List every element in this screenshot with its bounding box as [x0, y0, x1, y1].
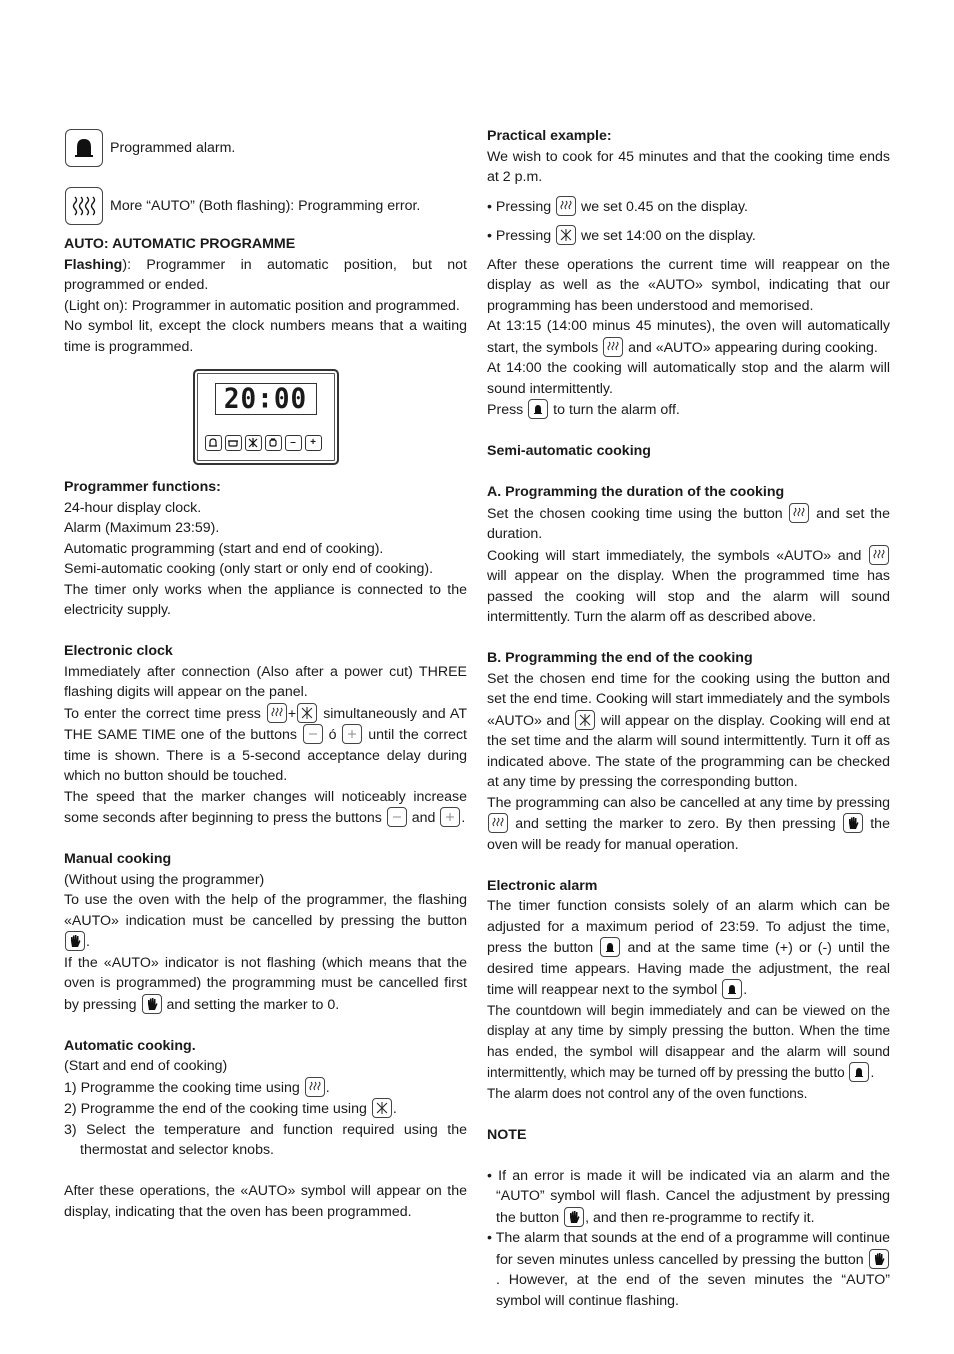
note-item	[487, 1228, 890, 1311]
error-legend-text: More “AUTO” (Both flashing): Programming error.	[110, 197, 421, 214]
auto-end-icon	[372, 1098, 392, 1118]
or-text: ó	[328, 727, 337, 743]
and-text: and	[411, 810, 436, 826]
clock-p2-text: until the correct time is shown. There is a 5-second acceptance delay during which no button should be touched.	[64, 727, 468, 784]
pot-steam-icon	[869, 545, 889, 565]
alarm-legend-text: Programmed alarm.	[110, 139, 236, 156]
step-num: 3)	[64, 1121, 77, 1138]
pressing-text: • Pressing	[487, 198, 552, 215]
bell-icon	[528, 399, 548, 419]
example-heading: Practical example:	[487, 128, 612, 144]
auto-cook-steps	[64, 1077, 467, 1161]
hand-icon	[869, 1249, 889, 1269]
panel-plus-button: +	[305, 435, 322, 451]
programmer-panel	[193, 369, 339, 465]
light-on-text: (Light on): Programmer in automatic position and programmed.	[64, 297, 460, 314]
auto-heading: AUTO: AUTOMATIC PROGRAMME	[64, 236, 296, 252]
clock-heading: Electronic clock	[64, 643, 173, 659]
function-item: Alarm (Maximum 23:59).	[64, 520, 220, 536]
period: .	[325, 1079, 330, 1096]
a-p2-text: will appear on the display. When the programmed time has passed the cooking will stop and the alarm will sound intermittently. Turn the alarm off as described above.	[487, 568, 890, 625]
clock-p3-text: The speed that the marker changes will noticeably increase some seconds after beginning to press the buttons	[64, 788, 467, 826]
step-text: Programme the end of the cooking time using	[80, 1101, 367, 1117]
step-text: Programme the cooking time using	[80, 1079, 300, 1096]
panel-minus-button: –	[285, 435, 302, 451]
after-operations-text: After these operations, the «AUTO» symbol will appear on the display, indicating that the oven has been programmed.	[64, 1183, 467, 1220]
bell-icon	[849, 1062, 869, 1082]
step-text: Select the temperature and function required using the thermostat and selector knobs.	[80, 1121, 467, 1158]
alarm-legend	[64, 126, 467, 170]
hand-icon	[564, 1207, 584, 1227]
step-item	[64, 1098, 467, 1120]
example-paragraph-5	[487, 399, 890, 421]
flashing-bold: Flashing	[64, 256, 123, 273]
minus-icon	[303, 724, 323, 744]
pressing-line-2	[487, 225, 890, 247]
plus-icon	[440, 807, 460, 827]
clock-paragraph-2	[64, 703, 467, 787]
period: .	[461, 810, 466, 826]
panel-display	[215, 383, 317, 415]
example-p5-text: Press	[487, 402, 524, 418]
right-column	[487, 126, 890, 1311]
pressing-line-1	[487, 196, 890, 218]
alarm-paragraph-2	[487, 1001, 890, 1084]
step-item	[64, 1120, 467, 1161]
pot-steam-icon	[603, 337, 623, 357]
bell-icon	[600, 937, 620, 957]
step-item	[64, 1077, 467, 1099]
function-item: Semi-automatic cooking (only start or only end of cooking).	[64, 561, 434, 577]
alarm-paragraph-1	[487, 896, 890, 1001]
manual-sub: (Without using the programmer)	[64, 871, 265, 888]
a-paragraph-1	[487, 503, 890, 545]
period: .	[743, 982, 748, 998]
clock-p2-text: To enter the correct time press	[64, 705, 261, 722]
period: .	[392, 1101, 397, 1117]
alarm-p2-text: The countdown will begin immediately and can be viewed on the display at any time by simply pressing the button. When the time has ended, the symbol will disappear and the alarm will sound intermittently, which may be turned off by pressing the butto	[487, 1002, 890, 1080]
pot-steam-icon	[789, 503, 809, 523]
pot-steam-icon	[305, 1077, 325, 1097]
b-heading: B. Programming the end of the cooking	[487, 650, 753, 666]
example-p3-text: and «AUTO» appearing during cooking.	[628, 339, 878, 356]
manual-heading: Manual cooking	[64, 851, 172, 867]
a-heading: A. Programming the duration of the cooking	[487, 484, 785, 500]
clock-p2-text: simultaneously and AT THE SAME TIME one of the buttons	[64, 705, 467, 743]
note-text: . However, at the end of the seven minutes the “AUTO” symbol will continue flashing.	[496, 1272, 890, 1309]
example-p5-text: to turn the alarm off.	[553, 402, 680, 418]
auto-end-icon	[297, 703, 317, 723]
function-item: 24-hour display clock.	[64, 499, 202, 516]
plus-sign: +	[287, 705, 297, 722]
period: .	[86, 934, 90, 950]
auto-cook-heading: Automatic cooking.	[64, 1037, 196, 1054]
step-num: 2)	[64, 1101, 77, 1117]
a-paragraph-2	[487, 545, 890, 628]
note-text: • If an error is made it will be indicated via an alarm and the “AUTO” symbol will flash. Cancel the adjustment by pressing the button	[487, 1167, 890, 1226]
left-column	[64, 126, 467, 1222]
pressing-text: • Pressing	[487, 228, 552, 244]
bell-icon	[722, 979, 742, 999]
example-p3-text: At 13:15 (14:00 minus 45 minutes), the oven will automatically start, the symbols	[487, 318, 890, 356]
plus-icon	[342, 724, 362, 744]
manual-paragraph-2	[64, 953, 467, 1016]
b-p2-text: the oven will be ready for manual operation.	[487, 816, 890, 853]
pot-steam-icon	[65, 187, 103, 225]
note-text: • The alarm that sounds at the end of a programme will continue for seven minutes unless cancelled by pressing the button	[487, 1230, 890, 1268]
panel-pot-hand-icon	[265, 435, 282, 451]
period: .	[870, 1065, 875, 1080]
alarm-p1-text: and at the same time (+) or (-) until the desired time appears. Having made the adjustment, the real time will reappear next to the symbol	[487, 940, 890, 998]
b-paragraph-2	[487, 793, 890, 856]
function-item: Automatic programming (start and end of cooking).	[64, 540, 384, 557]
example-paragraph-2: After these operations the current time will reappear on the display as well as the «AUTO» symbol, indicating that our programming has been understood and memorised.	[487, 256, 890, 314]
note-item	[487, 1166, 890, 1229]
panel-bell-icon	[205, 435, 222, 451]
auto-end-icon	[556, 225, 576, 245]
manual-paragraph-1	[64, 890, 467, 953]
auto-end-icon	[575, 710, 595, 730]
step-num: 1)	[64, 1079, 77, 1096]
clock-paragraph-1: Immediately after connection (Also after a power cut) THREE flashing digits will appear on the panel.	[64, 663, 467, 700]
a-p2-text: Cooking will start immediately, the symbols «AUTO» and	[487, 547, 862, 564]
note-list	[487, 1166, 890, 1312]
b-p1-text: will appear on the display. Cooking will end at the set time and the alarm will sound intermittently. Turn it off as indicated above. The state of the programming can be checked at any time by pressing the corresponding button.	[487, 712, 890, 790]
b-paragraph-1	[487, 669, 890, 793]
minus-icon	[387, 807, 407, 827]
manual-p2-text: If the «AUTO» indicator is not flashing (which means that the oven is programmed) the programming must be cancelled first by pressing	[64, 954, 467, 1013]
b-p1-text: Set the chosen end time for the cooking using the button and set the end time. Cooking will start immediately and the symbols «AUTO» and	[487, 670, 890, 729]
semi-heading: Semi-automatic cooking	[487, 443, 651, 459]
function-item: The timer only works when the appliance is connected to the electricity supply.	[64, 581, 467, 618]
auto-cook-sub: (Start and end of cooking)	[64, 1058, 228, 1074]
alarm-p1-text: The timer function consists solely of an alarm which can be adjusted for a maximum period of 23:59. To adjust the time, press the button	[487, 898, 890, 956]
panel-buttons	[205, 435, 322, 451]
flashing-paragraph	[64, 255, 467, 296]
panel-pot-icon	[225, 435, 242, 451]
example-paragraph-3	[487, 316, 890, 358]
no-symbol-text: No symbol lit, except the clock numbers means that a waiting time is programmed.	[64, 318, 467, 355]
error-legend	[64, 184, 467, 228]
panel-display-digits: 20:00	[223, 382, 308, 415]
pot-steam-icon	[488, 813, 508, 833]
alarm-paragraph-3: The alarm does not control any of the oven functions.	[487, 1085, 808, 1101]
flashing-text: ): Programmer in automatic position, but not programmed or ended.	[64, 256, 467, 293]
example-paragraph-1: We wish to cook for 45 minutes and that the cooking time ends at 2 p.m.	[487, 148, 890, 185]
functions-heading: Programmer functions:	[64, 479, 221, 495]
pressing-text: we set 0.45 on the display.	[581, 198, 748, 215]
b-p2-text: and setting the marker to zero. By then pressing	[515, 816, 836, 832]
clock-paragraph-3	[64, 787, 467, 829]
bell-icon	[65, 129, 103, 167]
alarm-heading: Electronic alarm	[487, 877, 598, 894]
manual-p2-text: and setting the marker to 0.	[166, 996, 340, 1013]
hand-icon	[142, 994, 162, 1014]
note-heading: NOTE	[487, 1126, 527, 1143]
a-p1-text: and set the duration.	[487, 505, 890, 542]
panel-auto-end-icon	[245, 435, 262, 451]
pot-steam-icon	[556, 196, 576, 216]
b-p2-text: The programming can also be cancelled at any time by pressing	[487, 794, 890, 811]
pressing-text: we set 14:00 on the display.	[581, 228, 756, 244]
hand-icon	[65, 931, 85, 951]
a-p1-text: Set the chosen cooking time using the button	[487, 505, 783, 522]
programmer-panel-figure	[64, 357, 467, 477]
hand-icon	[843, 813, 863, 833]
manual-p1-text: To use the oven with the help of the programmer, the flashing «AUTO» indication must be cancelled by pressing the button	[64, 892, 467, 929]
example-paragraph-4: At 14:00 the cooking will automatically stop and the alarm will sound intermittently.	[487, 360, 890, 397]
pot-steam-icon	[267, 703, 287, 723]
note-text: , and then re-programme to rectify it.	[585, 1209, 815, 1226]
